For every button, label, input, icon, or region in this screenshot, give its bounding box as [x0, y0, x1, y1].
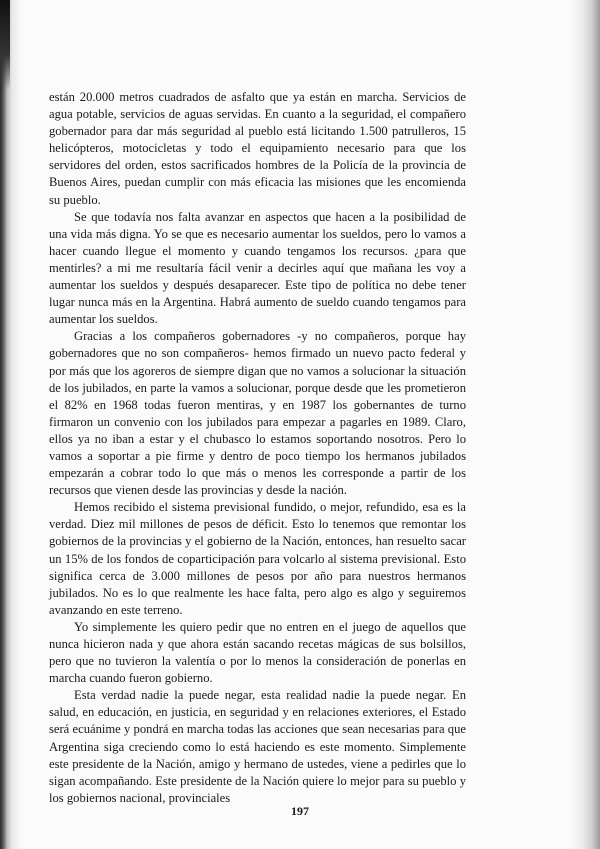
page-right-edge-shadow — [570, 0, 600, 849]
page-number: 197 — [291, 804, 309, 818]
paragraph-3: Gracias a los compañeros gobernadores -y no compañeros, porque hay gobernadores que no son compañeros- hemos firmado un nuevo pacto federal y por más que los agoreros de siempre digan que no vamos a solucionar la situación de los jubilados, en parte la vamos a solucionar, porque desde que les prometieron el 82% en 1968 todas fueron mentiras, y en 1987 los gobernantes de turno firmaron un convenio con los jubilados para empezar a pagarles en 1989. Claro, ellos ya no iban a estar y el chubasco lo estamos soportando nosotros. Pero lo vamos a soportar a pie firme y dentro de poco tiempo los hermanos jubilados empezarán a cobrar todo lo que más o menos les corresponde a partir de los recursos que vienen desde las provincias y desde la nación. — [49, 329, 466, 498]
body-text — [49, 89, 466, 807]
paragraph-4: Hemos recibido el sistema previsional fundido, o mejor, refundido, esa es la verdad. Diez mil millones de pesos de déficit. Esto lo tenemos que remontar los gobiernos de la provincias y el gobierno de la Nación, entonces, han resuelto sacar un 15% de los fondos de coparticipación para volcarlo al sistema previsional. Esto significa cerca de 3.000 millones de pesos por año para nuestros hermanos jubilados. No es lo que realmente les hace falta, pero algo es algo y seguiremos avanzando en este terreno. — [49, 500, 466, 617]
paragraph-2: Se que todavía nos falta avanzar en aspectos que hacen a la posibilidad de una vida más digna. Yo se que es necesario aumentar los sueldos, pero lo vamos a hacer cuando llegue el momento y cuando tengamos los recursos. ¿para que mentirles? a mi me resultaría fácil venir a decirles aquí que mañana les voy a aumentar los sueldos y después desaparecer. Este tipo de política no debe tener lugar nunca más en la Argentina. Habrá aumento de sueldo cuando tengamos para aumentar los sueldos. — [49, 209, 466, 327]
paragraph-5: Yo simplemente les quiero pedir que no entren en el juego de aquellos que nunca hicieron nada y que ahora están sacando recetas mágicas de sus bolsillos, pero que no tuvieron la valentía o por lo menos la consideración de ponerlas en marcha cuando fueron gobierno. — [49, 619, 466, 686]
page-binding-shadow — [0, 0, 10, 90]
paragraph-6: Esta verdad nadie la puede negar, esta realidad nadie la puede negar. En salud, en educación, en justicia, en seguridad y en relaciones exteriores, el Estado será ecuánime y pondrá en marcha todas las acciones que sean necesarias para que Argentina siga creciendo como lo está haciendo es este momento. Simplemente este presidente de la Nación, amigo y hermano de ustedes, viene a pedirles que lo sigan acompañando. Este presidente de la Nación quiere lo mejor para su pueblo y los gobiernos nacional, provinciales — [49, 688, 466, 805]
paragraph-1: están 20.000 metros cuadrados de asfalto que ya están en marcha. Servicios de agua potable, servicios de aguas servidas. En cuanto a la seguridad, el compañero gobernador para dar más seguridad al pueblo está licitando 1.500 patrulleros, 15 helicópteros, motocicletas y todo el equipamiento necesario para que los servidores del orden, estos sacrificados hombres de la Policía de la provincia de Buenos Aires, puedan cumplir con más eficacia las misiones que les encomienda su pueblo. — [49, 90, 466, 207]
page-left-edge-shadow — [0, 0, 22, 849]
